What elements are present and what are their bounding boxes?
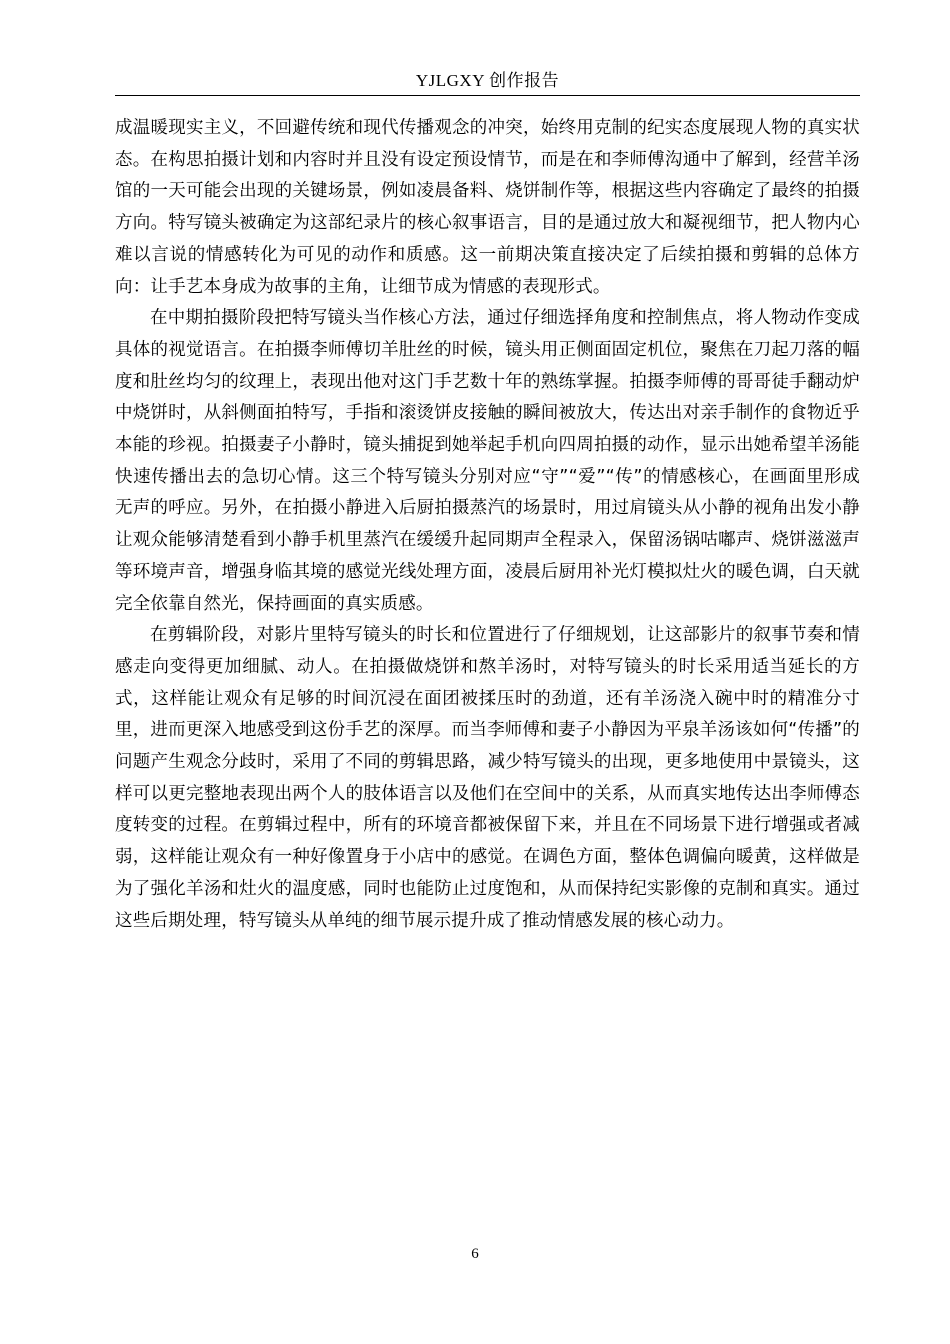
paragraph-2: 在中期拍摄阶段把特写镜头当作核心方法，通过仔细选择角度和控制焦点，将人物动作变成具体的视觉语言。在拍摄李师傅切羊肚丝的时候，镜头用正侧面固定机位，聚焦在刀起刀落的幅度和肚丝均匀的纹理上，表现出他对这门手艺数十年的熟练掌握。拍摄李师傅的哥哥徒手翻动炉中烧饼时，从斜侧面拍特写，手指和滚烫饼皮接触的瞬间被放大，传达出对亲手制作的食物近乎本能的珍视。拍摄妻子小静时，镜头捕捉到她举起手机向四周拍摄的动作，显示出她希望羊汤能快速传播出去的急切心情。这三个特写镜头分别对应“守”“爱”“传”的情感核心，在画面里形成无声的呼应。另外，在拍摄小静进入后厨拍摄蒸汽的场景时，用过肩镜头从小静的视角出发小静让观众能够清楚看到小静手机里蒸汽在缓缓升起同期声全程录入，保留汤锅咕嘟声、烧饼滋滋声等环境声音，增强身临其境的感觉光线处理方面，凌晨后厨用补光灯模拟灶火的暖色调，白天就完全依靠自然光，保持画面的真实质感。 xyxy=(115,308,860,614)
paragraph-1: 成温暖现实主义，不回避传统和现代传播观念的冲突，始终用克制的纪实态度展现人物的真实状态。在构思拍摄计划和内容时并且没有设定预设情节，而是在和李师傅沟通中了解到，经营羊汤馆的一天可能会出现的关键场景，例如凌晨备料、烧饼制作等，根据这些内容确定了最终的拍摄方向。特写镜头被确定为这部纪录片的核心叙事语言，目的是通过放大和凝视细节，把人物内心难以言说的情感转化为可见的动作和质感。这一前期决策直接决定了后续拍摄和剪辑的总体方向：让手艺本身成为故事的主角，让细节成为情感的表现形式。 xyxy=(115,118,860,297)
header-divider xyxy=(115,95,860,96)
paragraph-3: 在剪辑阶段，对影片里特写镜头的时长和位置进行了仔细规划，让这部影片的叙事节奏和情感走向变得更加细腻、动人。在拍摄做烧饼和熬羊汤时，对特写镜头的时长采用适当延长的方式，这样能让观众有足够的时间沉浸在面团被揉压时的劲道，还有羊汤浇入碗中时的精准分寸里，进而更深入地感受到这份手艺的深厚。而当李师傅和妻子小静因为平泉羊汤该如何“传播”的问题产生观念分歧时，采用了不同的剪辑思路，减少特写镜头的出现，更多地使用中景镜头，这样可以更完整地表现出两个人的肢体语言以及他们在空间中的关系，从而真实地传达出李师傅态度转变的过程。在剪辑过程中，所有的环境音都被保留下来，并且在不同场景下进行增强或者减弱，这样能让观众有一种好像置身于小店中的感觉。在调色方面，整体色调偏向暖黄，这样做是为了强化羊汤和灶火的温度感，同时也能防止过度饱和，从而保持纪实影像的克制和真实。通过这些后期处理，特写镜头从单纯的细节展示提升成了推动情感发展的核心动力。 xyxy=(115,625,860,931)
document-body xyxy=(115,113,860,937)
page-header: YJLGXY 创作报告 xyxy=(415,71,560,90)
page-number: 6 xyxy=(471,1246,479,1262)
